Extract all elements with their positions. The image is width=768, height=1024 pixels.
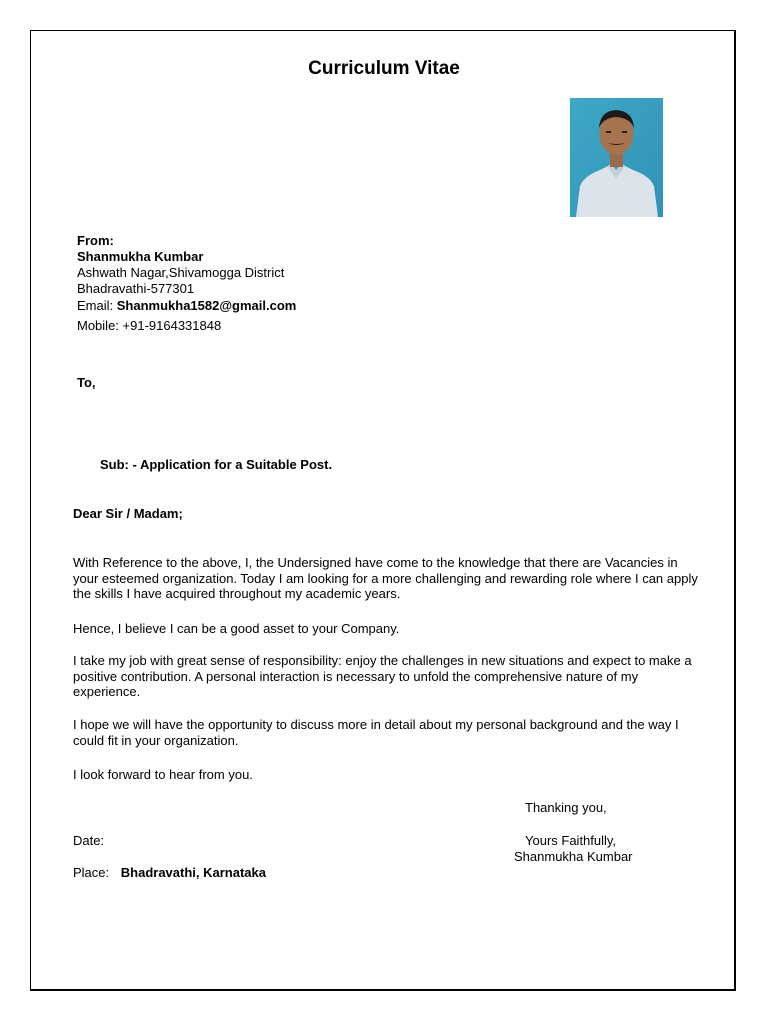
document-title: Curriculum Vitae [308, 58, 460, 79]
person-photo-icon [570, 98, 663, 217]
body-paragraph-2: Hence, I believe I can be a good asset to your Company. [73, 621, 400, 636]
salutation: Dear Sir / Madam; [73, 506, 183, 521]
signature-name: Shanmukha Kumbar [514, 849, 633, 864]
profile-photo [570, 98, 663, 217]
from-label: From: [77, 233, 114, 248]
body-paragraph-4: I hope we will have the opportunity to discuss more in detail about my personal background and the way I could fit in your organization. [73, 717, 679, 748]
sender-mobile: Mobile: +91-9164331848 [77, 318, 222, 333]
closing-yours: Yours Faithfully, [525, 833, 617, 848]
email-label: Email: [77, 298, 114, 313]
place-label: Place: [73, 865, 110, 880]
sender-address-line2: Bhadravathi-577301 [77, 281, 195, 296]
document-page [30, 30, 736, 991]
sender-address-line1: Ashwath Nagar,Shivamogga District [77, 265, 285, 280]
date-label: Date: [73, 833, 105, 848]
place-row [73, 865, 266, 881]
subject-line: Sub: - Application for a Suitable Post. [100, 457, 333, 472]
closing-thanking: Thanking you, [525, 800, 607, 815]
body-paragraph-1: With Reference to the above, I, the Undersigned have come to the knowledge that there are Vacancies in your esteemed organization. Today I am looking for a more challenging and rewarding role where I can apply the skills I have acquired throughout my academic years. [73, 555, 698, 601]
sender-email-row [77, 298, 296, 314]
body-paragraph-5: I look forward to hear from you. [73, 767, 253, 782]
sender-name: Shanmukha Kumbar [77, 249, 204, 264]
place-value: Bhadravathi, Karnataka [120, 865, 266, 880]
email-address: Shanmukha1582@gmail.com [116, 298, 297, 313]
to-label: To, [77, 375, 96, 390]
body-paragraph-3: I take my job with great sense of responsibility: enjoy the challenges in new situations and expect to make a positive contribution. A personal interaction is necessary to unfold the comprehensive nature of my experience. [73, 653, 692, 699]
